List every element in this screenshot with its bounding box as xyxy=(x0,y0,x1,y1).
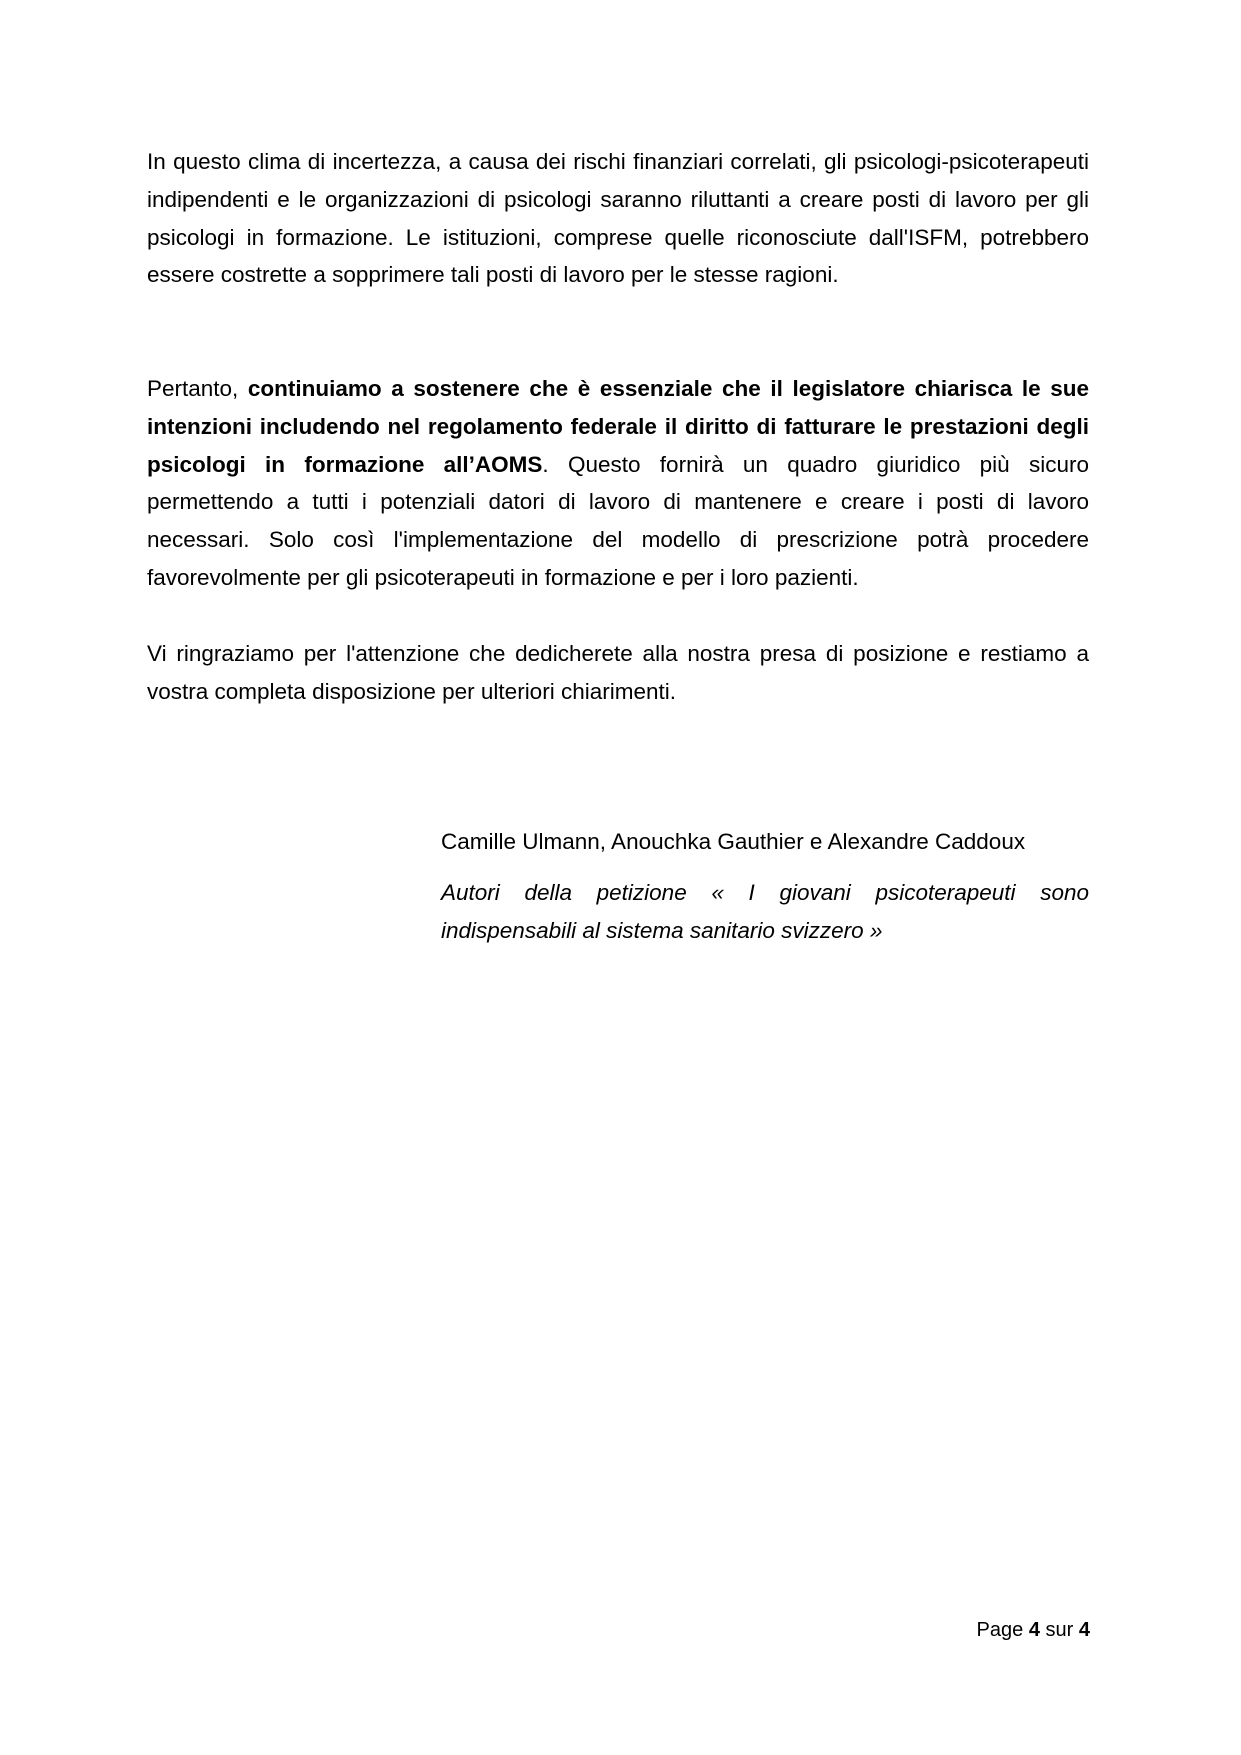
footer-current-page: 4 xyxy=(1028,1619,1040,1641)
paragraph-uncertainty: In questo clima di incertezza, a causa dei rischi finanziari correlati, gli psicologi-psicoterapeuti indipendenti e le organizzazioni di psicologi saranno riluttanti a creare posti di lavoro per gli psicologi in formazione. Le istituzioni, comprese quelle riconosciute dall'ISFM, potrebbero essere costrette a sopprimere tali posti di lavoro per le stesse ragioni. xyxy=(147,149,1089,288)
footer-of-word: sur xyxy=(1045,1619,1074,1641)
paragraph-request-lead: Pertanto, xyxy=(147,376,248,401)
paragraph-request xyxy=(147,370,1089,597)
paragraph-request-rest: . Questo fornirà un quadro giuridico più sicuro permettendo a tutti i potenziali datori di lavoro di mantenere e creare i posti di lavoro necessari. Solo così l'implementazione del modello di prescrizione potrà procedere favorevolmente per gli psicoterapeuti in formazione e per i loro pazienti. xyxy=(147,451,1089,590)
signature-role: Autori della petizione « I giovani psicoterapeuti sono indispensabili al sistema sanitario svizzero » xyxy=(441,880,1089,943)
paragraph-request-emphasis: continuiamo a sostenere che è essenziale che il legislatore chiarisca le sue intenzioni includendo nel regolamento federale il diritto di fatturare le prestazioni degli psicologi in formazione all’AOMS xyxy=(147,376,1089,477)
page-number-footer xyxy=(977,1617,1090,1643)
signature-names: Camille Ulmann, Anouchka Gauthier e Alexandre Caddoux xyxy=(441,829,1026,854)
footer-page-word: Page xyxy=(976,1619,1024,1641)
footer-total-pages: 4 xyxy=(1078,1619,1090,1641)
paragraph-thanks: Vi ringraziamo per l'attenzione che dedicherete alla nostra presa di posizione e restiamo a vostra completa disposizione per ulteriori chiarimenti. xyxy=(147,641,1089,704)
